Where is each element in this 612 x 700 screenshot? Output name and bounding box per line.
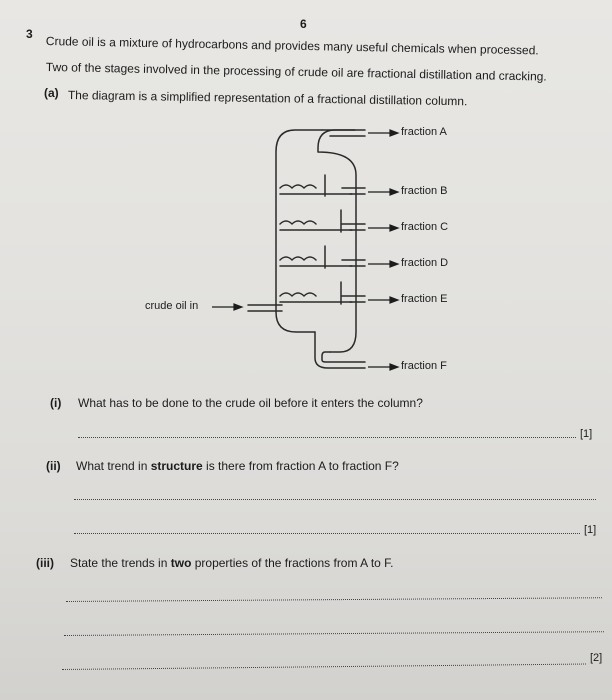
emphasis-two: two xyxy=(170,556,192,570)
tray-E xyxy=(280,293,365,302)
marks-ii: [1] xyxy=(584,524,597,536)
fraction-label-c: fraction C xyxy=(401,221,449,233)
question-number: 3 xyxy=(26,27,33,41)
subquestion-iii-text: State the trends in two properties of the fractions from A to F. xyxy=(70,556,394,570)
crude-oil-in-label: crude oil in xyxy=(145,300,199,312)
part-a-label: (a) xyxy=(44,86,59,100)
tray-C xyxy=(280,221,365,230)
subquestion-i-label: (i) xyxy=(50,396,62,410)
tray-B xyxy=(280,185,365,194)
subquestion-ii-text: What trend in structure is there from fraction A to fraction F? xyxy=(76,459,399,473)
fraction-label-e: fraction E xyxy=(401,293,448,305)
subquestion-i-text: What has to be done to the crude oil before it enters the column? xyxy=(78,396,423,410)
marks-iii: [2] xyxy=(590,652,603,664)
question-intro-line1: Crude oil is a mixture of hydrocarbons and provides many useful chemicals when processed. xyxy=(45,34,539,58)
answer-line-ii-2[interactable] xyxy=(74,532,580,534)
fraction-label-d: fraction D xyxy=(401,257,449,269)
fraction-arrows xyxy=(212,130,398,370)
question-intro-line2: Two of the stages involved in the processing of crude oil are fractional distillation and cracking. xyxy=(45,60,547,84)
answer-line-i[interactable] xyxy=(78,436,576,438)
fraction-label-f: fraction F xyxy=(401,360,447,372)
marks-i: [1] xyxy=(580,428,593,440)
fraction-label-a: fraction A xyxy=(401,126,447,138)
subquestion-ii-label: (ii) xyxy=(46,459,61,473)
column-right-wall xyxy=(318,130,356,352)
emphasis-structure: structure xyxy=(150,459,203,473)
part-a-text: The diagram is a simplified representation of a fractional distillation column. xyxy=(67,88,468,109)
subquestion-iii-label: (iii) xyxy=(36,556,54,570)
page-number: 6 xyxy=(300,17,307,31)
answer-line-ii-1[interactable] xyxy=(74,498,596,500)
tray-D xyxy=(280,257,365,266)
fraction-label-b: fraction B xyxy=(401,185,448,197)
